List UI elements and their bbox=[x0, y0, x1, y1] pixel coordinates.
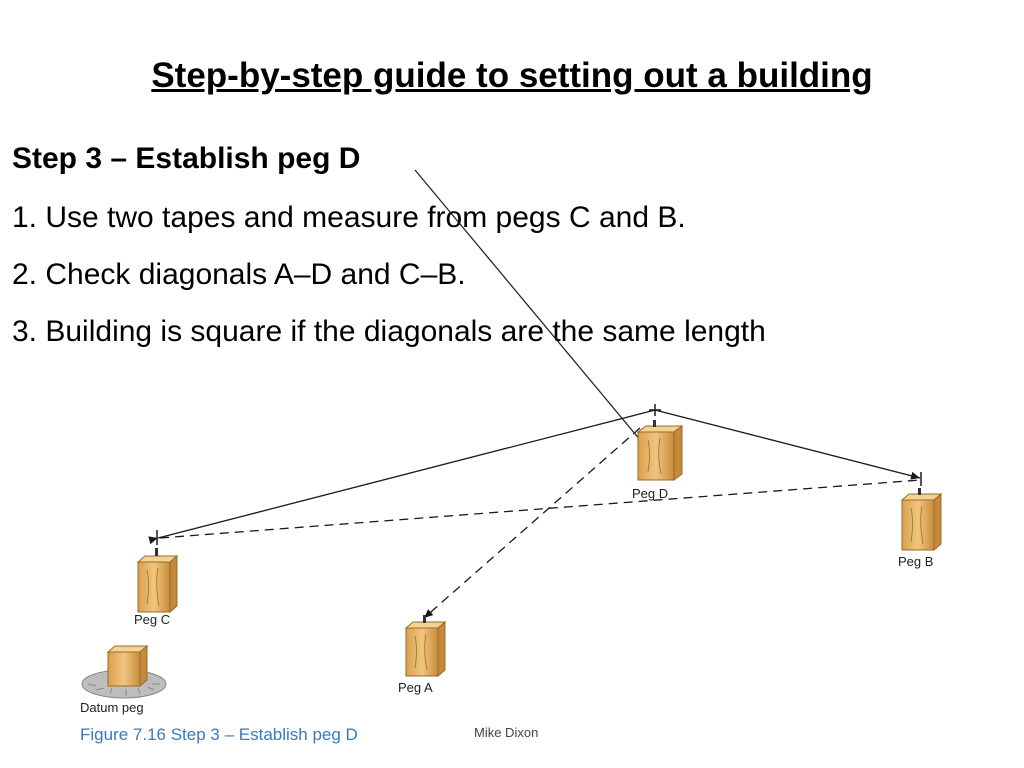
peg-b bbox=[898, 488, 941, 569]
datum-peg-label: Datum peg bbox=[80, 700, 144, 715]
pointer-arrow-peg-d bbox=[415, 170, 646, 447]
step-item-3: 3. Building is square if the diagonals are the same length bbox=[12, 315, 766, 348]
peg-c-label: Peg C bbox=[134, 612, 171, 627]
diagonal-c-b bbox=[160, 480, 920, 538]
tape-line-d-b bbox=[655, 410, 920, 478]
peg-d bbox=[632, 420, 682, 501]
step-heading: Step 3 – Establish peg D bbox=[12, 142, 361, 175]
step-item-2: 2. Check diagonals A–D and C–B. bbox=[12, 258, 466, 291]
peg-a-label: Peg A bbox=[398, 680, 433, 695]
tape-end-ticks bbox=[157, 404, 921, 545]
author-credit: Mike Dixon bbox=[474, 725, 539, 740]
slide-title: Step-by-step guide to setting out a building bbox=[151, 56, 873, 95]
diagonal-a-d bbox=[424, 428, 640, 618]
figure-caption: Figure 7.16 Step 3 – Establish peg D bbox=[80, 725, 358, 744]
peg-c bbox=[134, 548, 177, 627]
peg-d-label: Peg D bbox=[632, 486, 669, 501]
step-item-1: 1. Use two tapes and measure from pegs C and B. bbox=[12, 201, 686, 234]
peg-a bbox=[398, 615, 445, 695]
peg-b-label: Peg B bbox=[898, 554, 934, 569]
datum-peg bbox=[80, 646, 166, 715]
